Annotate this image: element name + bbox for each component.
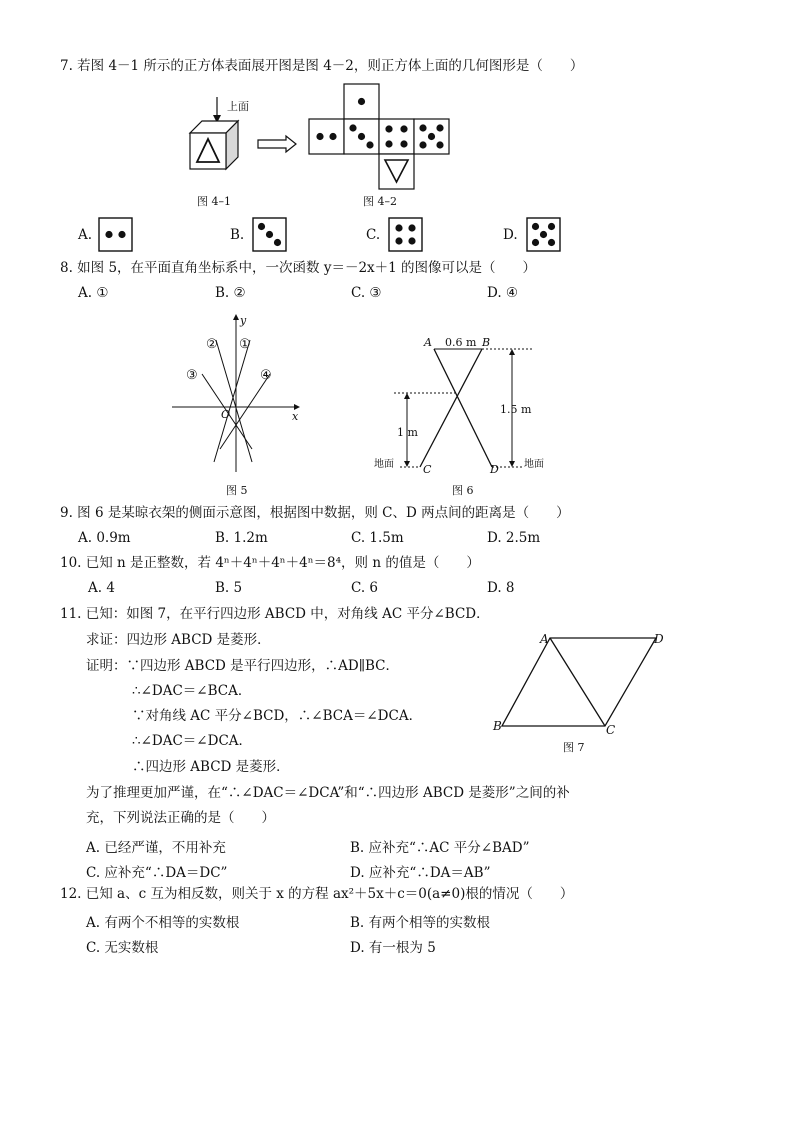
vertex-c-label: C (606, 723, 616, 737)
line-label-1: ① (239, 337, 251, 352)
point-d-label: D (490, 463, 499, 476)
point-c-label: C (423, 463, 432, 476)
q10-option-c[interactable]: C. 6 (351, 580, 379, 596)
q12-option-a[interactable]: A. 有两个不相等的实数根 (86, 915, 240, 931)
top-width-label: 0.6 m (445, 336, 477, 349)
vertex-d-label: D (654, 632, 664, 646)
height-left-label: 1 m (397, 426, 418, 439)
q7-option-b[interactable]: B. (230, 227, 245, 243)
figure-7-rhombus (490, 628, 680, 738)
q8-option-a[interactable]: A. ① (78, 285, 109, 301)
q11-option-d[interactable]: D. 应补充“∴DA＝AB” (350, 865, 491, 881)
q12-option-d[interactable]: D. 有一根为 5 (350, 940, 436, 956)
q8-option-b[interactable]: B. ② (215, 285, 246, 301)
q12-stem: 12. 已知 a、c 互为相反数，则关于 x 的方程 ax²＋5x＋c＝0(a≠0)根的情况（ ） (60, 886, 574, 902)
figure-6-caption: 图 6 (452, 484, 474, 497)
q12-option-c[interactable]: C. 无实数根 (86, 940, 159, 956)
point-a-label: A (424, 336, 432, 349)
q11-option-c[interactable]: C. 应补充“∴DA＝DC” (86, 865, 228, 881)
q10-option-a[interactable]: A. 4 (88, 580, 115, 596)
q9-stem: 9. 图 6 是某晾衣架的侧面示意图，根据图中数据，则 C、D 两点间的距离是（ ） (60, 505, 570, 521)
figure-4-1-caption: 图 4–1 (197, 195, 231, 208)
figure-6-drying-rack (372, 333, 562, 476)
q7-option-c[interactable]: C. (366, 227, 381, 243)
line-label-2: ② (206, 337, 218, 352)
q7-option-a[interactable]: A. (78, 227, 93, 243)
vertex-b-label: B (493, 719, 502, 733)
q11-option-a[interactable]: A. 已经严谨，不用补充 (86, 840, 226, 856)
vertex-a-label: A (540, 632, 549, 646)
figure-7-caption: 图 7 (563, 741, 585, 754)
figure-4-2-caption: 图 4–2 (363, 195, 397, 208)
q11-proof-line-2: ∴∠DAC＝∠BCA． (132, 683, 252, 699)
q11-proof-line-3: ∵对角线 AC 平分∠BCD，∴∠BCA＝∠DCA． (132, 708, 423, 724)
q7-stem: 7. 若图 4－1 所示的正方体表面展开图是图 4－2，则正方体上面的几何图形是（ ） (60, 58, 584, 74)
height-right-label: 1.5 m (500, 403, 532, 416)
q11-proof-line-5: ∴四边形 ABCD 是菱形． (132, 759, 290, 775)
y-axis-label: y (240, 314, 247, 327)
figure-4-1-cube (185, 95, 265, 175)
q7-option-c-die[interactable] (388, 217, 424, 253)
x-axis-label: x (292, 410, 299, 423)
ground-left-label: 地面 (374, 459, 394, 470)
q7-option-a-die[interactable] (98, 217, 134, 253)
q7-option-d-die[interactable] (526, 217, 562, 253)
line-label-3: ③ (186, 368, 198, 383)
q11-question-line-2: 充，下列说法正确的是（ ） (86, 810, 275, 826)
q7-option-d[interactable]: D. (503, 227, 518, 243)
origin-label: O (221, 408, 231, 421)
q10-option-d[interactable]: D. 8 (487, 580, 515, 596)
q11-prove: 求证：四边形 ABCD 是菱形． (86, 632, 271, 648)
line-label-4: ④ (260, 368, 272, 383)
q9-option-b[interactable]: B. 1.2m (215, 530, 268, 546)
q11-stem: 11. 已知：如图 7，在平行四边形 ABCD 中，对角线 AC 平分∠BCD． (60, 606, 490, 622)
point-b-label: B (482, 336, 491, 349)
q8-option-d[interactable]: D. ④ (487, 285, 519, 301)
line-2 (216, 340, 252, 462)
q11-proof-line-1: 证明：∵四边形 ABCD 是平行四边形，∴AD∥BC． (86, 658, 399, 674)
q8-stem: 8. 如图 5，在平面直角坐标系中，一次函数 y＝－2x＋1 的图像可以是（ ） (60, 260, 537, 276)
figure-5-coordinate-plane (168, 312, 308, 482)
transform-arrow (258, 136, 298, 152)
ground-right-label: 地面 (524, 459, 544, 470)
q7-option-b-die[interactable] (252, 217, 288, 253)
q9-option-c[interactable]: C. 1.5m (351, 530, 404, 546)
top-face-label: 上面 (227, 100, 249, 113)
q11-proof-line-4: ∴∠DAC＝∠DCA． (132, 733, 253, 749)
q10-stem: 10. 已知 n 是正整数，若 4ⁿ＋4ⁿ＋4ⁿ＋4ⁿ＝8⁴，则 n 的值是（ ） (60, 555, 480, 571)
figure-5-caption: 图 5 (226, 484, 248, 497)
q9-option-a[interactable]: A. 0.9m (78, 530, 131, 546)
q12-option-b[interactable]: B. 有两个相等的实数根 (350, 915, 491, 931)
figure-4-2-net (308, 84, 458, 194)
q11-option-b[interactable]: B. 应补充“∴AC 平分∠BAD” (350, 840, 530, 856)
q8-option-c[interactable]: C. ③ (351, 285, 382, 301)
q11-question-line-1: 为了推理更加严谨，在“∴∠DAC＝∠DCA”和“∴四边形 ABCD 是菱形”之间的补 (86, 785, 570, 801)
q9-option-d[interactable]: D. 2.5m (487, 530, 541, 546)
q10-option-b[interactable]: B. 5 (215, 580, 243, 596)
